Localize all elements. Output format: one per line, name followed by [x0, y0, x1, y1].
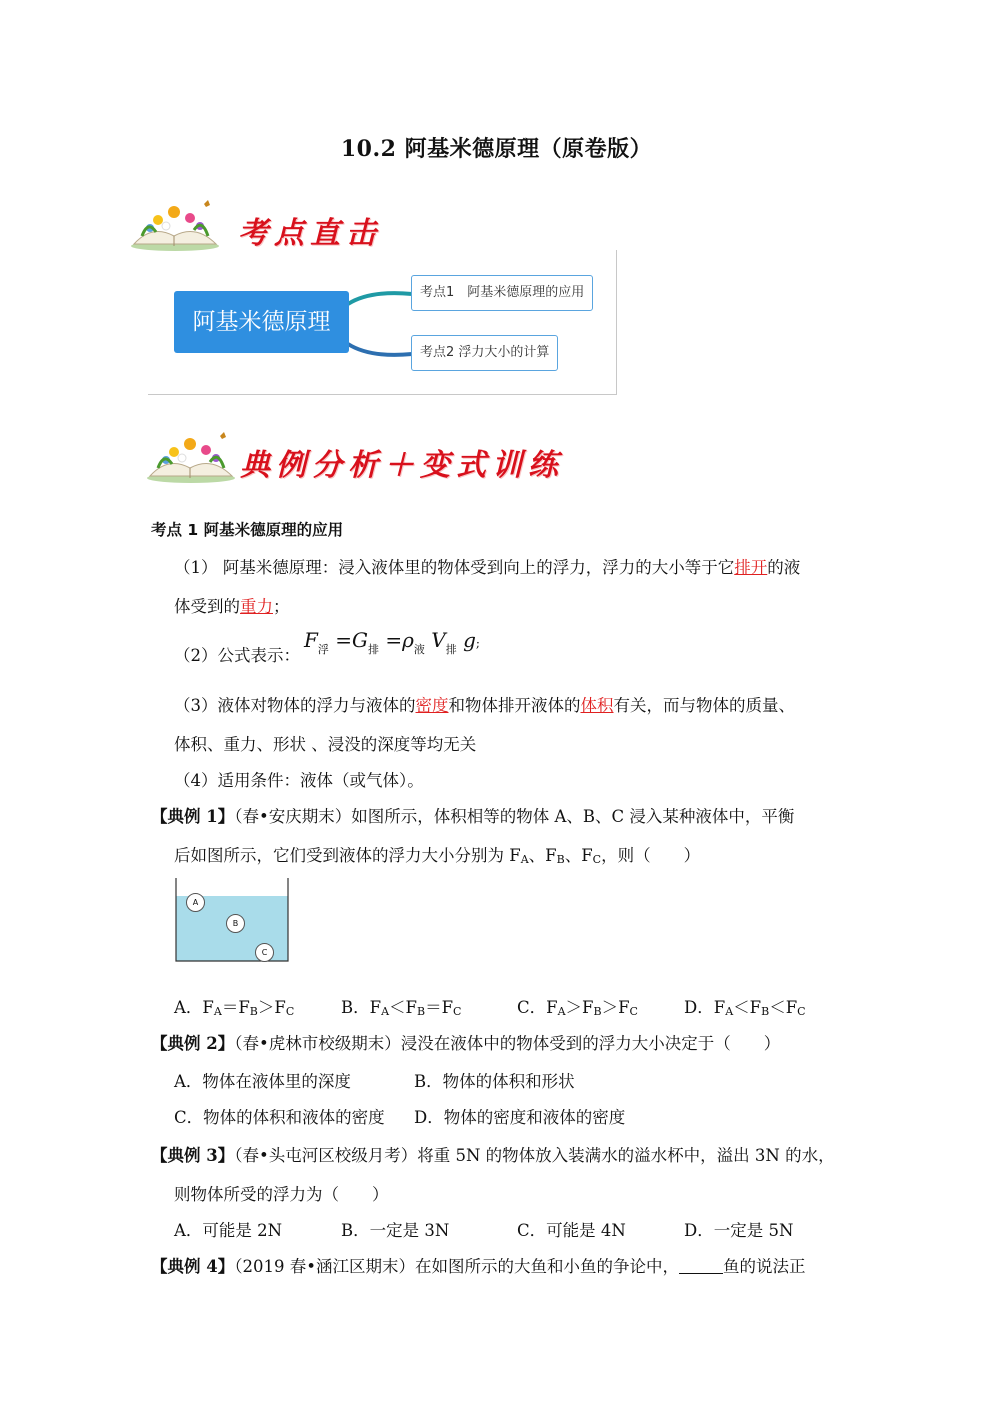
mindmap-central-node: 阿基米德原理: [174, 291, 349, 353]
example-1-tag: 【典例 1】: [151, 807, 235, 826]
example-1-option-a[interactable]: A．FA＝FB＞FC: [174, 998, 295, 1018]
answer-blank[interactable]: [679, 1259, 723, 1274]
example-2-option-d[interactable]: D．物体的密度和液体的密度: [414, 1108, 626, 1127]
page-title: 10.2 阿基米德原理（原卷版）: [340, 136, 653, 162]
mindmap-branch-1: 考点1 阿基米德原理的应用: [411, 275, 593, 311]
example-3-line-1: 【典例 3】（春•头屯河区校级月考）将重 5N 的物体放入装满水的溢水杯中，溢出 3N 的水，: [151, 1146, 835, 1165]
archimedes-formula: $F_浮 =G_排 =\rho_液$ $V_排$ g;: [304, 628, 480, 656]
ball-c: C: [255, 943, 274, 962]
example-3-option-b[interactable]: B．一定是 3N: [341, 1221, 450, 1240]
example-2-option-c[interactable]: C．物体的体积和液体的密度: [174, 1108, 385, 1127]
example-4-line-1: 【典例 4】（2019 春•涵江区期末）在如图所示的大鱼和小鱼的争论中， 鱼的说法正: [151, 1257, 806, 1276]
ball-a: A: [186, 893, 205, 912]
example-2-option-a[interactable]: A．物体在液体里的深度: [174, 1072, 351, 1091]
point-1-line-1: （1） 阿基米德原理：浸入液体里的物体受到向上的浮力，浮力的大小等于它排开的液: [174, 558, 801, 577]
section-heading: 考点 1 阿基米德原理的应用: [151, 521, 344, 539]
example-3-line-2: 则物体所受的浮力为（ ）: [174, 1185, 389, 1204]
keyword-midu: 密度: [415, 696, 449, 715]
book-flower-icon: [128, 196, 222, 252]
example-1-option-c[interactable]: C．FA＞FB＞FC: [517, 998, 638, 1018]
ball-b: B: [226, 914, 245, 933]
point-2-line: （2）公式表示：: [174, 646, 300, 665]
keyword-zhongli: 重力: [240, 597, 273, 616]
banner-title-dianli: 典例分析＋变式训练: [240, 448, 564, 483]
book-flower-icon: [144, 428, 238, 484]
point-1-line-2: 体受到的重力；: [174, 597, 290, 616]
example-3-option-c[interactable]: C．可能是 4N: [517, 1221, 626, 1240]
example-1-line-1: 【典例 1】（春•安庆期末）如图所示，体积相等的物体 A、B、C 浸入某种液体中，平衡: [151, 807, 795, 826]
mindmap-connectors: [340, 282, 420, 372]
example-4-tag: 【典例 4】: [151, 1257, 235, 1276]
example-2-tag: 【典例 2】: [151, 1034, 235, 1053]
point-4-line: （4）适用条件：液体（或气体）。: [174, 771, 424, 790]
example-3-option-a[interactable]: A．可能是 2N: [174, 1221, 283, 1240]
example-2-line-1: 【典例 2】（春•虎林市校级期末）浸没在液体中的物体受到的浮力大小决定于（ ）: [151, 1034, 781, 1053]
keyword-paikai: 排开: [734, 558, 768, 577]
point-3-line-1: （3）液体对物体的浮力与液体的密度和物体排开液体的体积有关，而与物体的质量、: [174, 696, 795, 715]
point-3-line-2: 体积、重力、形状 、浸没的深度等均无关: [174, 735, 477, 754]
example-1-option-d[interactable]: D．FA＜FB＜FC: [684, 998, 806, 1018]
example-1-line-2: 后如图所示，它们受到液体的浮力大小分别为 FA、FB、FC，则（ ）: [174, 846, 701, 866]
example-3-option-d[interactable]: D．一定是 5N: [684, 1221, 794, 1240]
example-2-option-b[interactable]: B．物体的体积和形状: [414, 1072, 575, 1091]
mindmap-branch-2: 考点2 浮力大小的计算: [411, 335, 558, 371]
example-3-tag: 【典例 3】: [151, 1146, 235, 1165]
keyword-tiji: 体积: [580, 696, 614, 715]
banner-title-kaodian: 考点直击: [238, 216, 382, 251]
example-1-option-b[interactable]: B．FA＜FB＝FC: [341, 998, 462, 1018]
